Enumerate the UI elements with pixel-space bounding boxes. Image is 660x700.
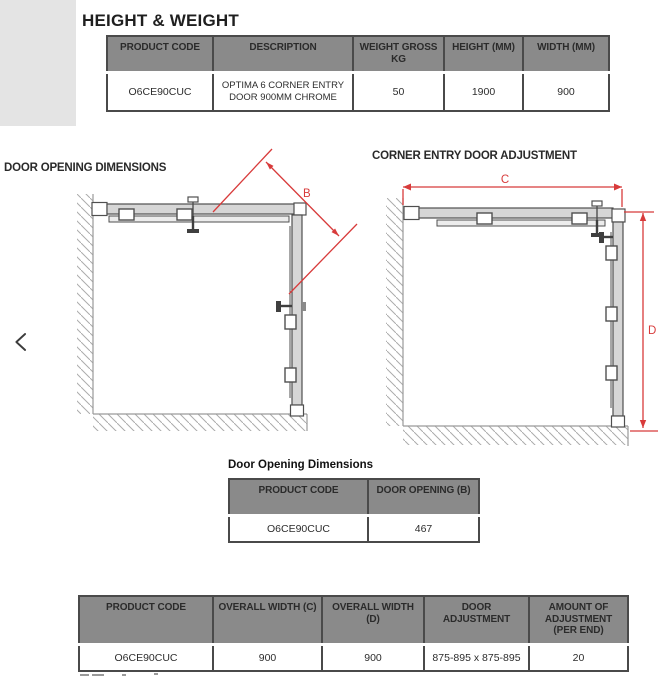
cell-door-adjustment: 875-895 x 875-895 [424, 644, 529, 671]
door-opening-diagram [77, 149, 357, 431]
column-header-product-code: PRODUCT CODE [79, 596, 213, 644]
roller-bracket [606, 366, 617, 380]
table-row [79, 644, 628, 671]
column-header-amount-of-adjustment: AMOUNT OF ADJUSTMENT (PER END) [529, 596, 628, 644]
adjustment-table [78, 595, 629, 672]
column-header-door-opening: DOOR OPENING (B) [368, 479, 479, 515]
cropped-text-artifact [92, 674, 104, 676]
column-header-description: DESCRIPTION [213, 36, 353, 73]
cell-overall-width-d: 900 [322, 644, 424, 671]
column-header-product-code: PRODUCT CODE [107, 36, 213, 73]
right-diagram-title: CORNER ENTRY DOOR ADJUSTMENT [372, 150, 577, 162]
dim-label-c: C [500, 174, 510, 186]
table-header-row [229, 479, 479, 515]
table-row [229, 515, 479, 542]
dimension-d [624, 212, 658, 431]
cell-overall-width-c: 900 [213, 644, 322, 671]
page-title: HEIGHT & WEIGHT [82, 11, 239, 30]
roller-bracket [285, 315, 296, 329]
door-opening-table-title: Door Opening Dimensions [228, 459, 374, 471]
cropped-text-artifact [122, 674, 126, 676]
dimension-c [403, 184, 622, 208]
door-handle-top [591, 201, 603, 237]
dim-label-d: D [648, 325, 657, 337]
column-header-overall-width-d: OVERALL WIDTH (D) [322, 596, 424, 644]
top-rail [404, 207, 625, 227]
table-header-row [79, 596, 628, 644]
cell-product-code: O6CE90CUC [79, 644, 213, 671]
wall-hatch [386, 198, 403, 426]
cell-width: 900 [523, 73, 609, 111]
column-header-door-adjustment: DOOR ADJUSTMENT [424, 596, 529, 644]
cell-product-code: O6CE90CUC [229, 515, 368, 542]
roller-bracket [477, 213, 492, 224]
column-header-product-code: PRODUCT CODE [229, 479, 368, 515]
roller-bracket [606, 246, 617, 260]
side-rail [285, 215, 306, 416]
adjustment-diagram [386, 174, 658, 446]
roller-bracket [177, 209, 192, 220]
cell-product-code: O6CE90CUC [107, 73, 213, 111]
dim-label-b: B [303, 188, 311, 200]
cropped-text-artifact [154, 673, 158, 675]
column-header-height: HEIGHT (MM) [444, 36, 523, 73]
left-diagram-title: DOOR OPENING DIMENSIONS [4, 162, 167, 174]
roller-bracket [572, 213, 587, 224]
wall-hatch [77, 194, 93, 414]
top-rail [92, 203, 306, 223]
floor-hatch [403, 426, 628, 446]
cell-door-opening: 467 [368, 515, 479, 542]
cell-height: 1900 [444, 73, 523, 111]
roller-bracket [606, 307, 617, 321]
roller-bracket [119, 209, 134, 220]
column-header-width: WIDTH (MM) [523, 36, 609, 73]
cell-description: OPTIMA 6 CORNER ENTRY DOOR 900MM CHROME [213, 73, 353, 111]
column-header-weight: WEIGHT GROSS KG [353, 36, 444, 73]
cell-amount-of-adjustment: 20 [529, 644, 628, 671]
cropped-text-artifact [80, 674, 89, 676]
floor-hatch [93, 414, 307, 431]
roller-bracket [285, 368, 296, 382]
column-header-overall-width-c: OVERALL WIDTH (C) [213, 596, 322, 644]
side-rail [606, 222, 625, 427]
cell-weight: 50 [353, 73, 444, 111]
door-opening-table [228, 478, 480, 543]
